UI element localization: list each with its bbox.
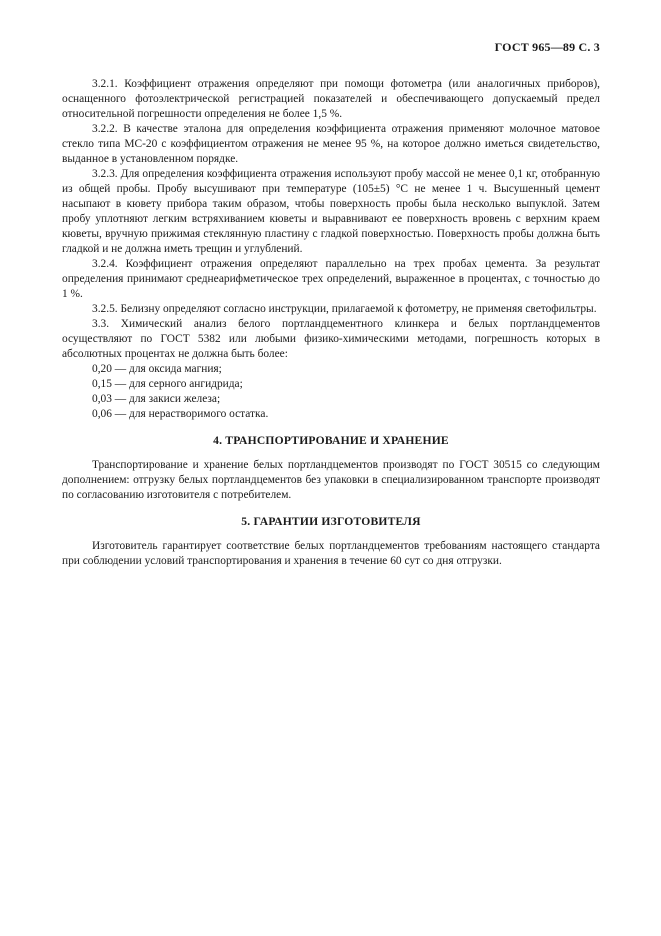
section-5-paragraph: Изготовитель гарантирует соответствие белых портландцементов требованиям настоящего стандарта при соблюдении условий транспортирования и хранения в течение 60 сут со дня отгрузки. bbox=[62, 540, 600, 567]
paragraph-3-2-2: 3.2.2. В качестве эталона для определения коэффициента отражения применяют молочное матовое стекло типа МС-20 с коэффициентом отражения не менее 95 %, на которое должно иметься свидетельство, выданное в установленном порядке. bbox=[62, 123, 600, 165]
tolerance-list bbox=[62, 362, 600, 422]
list-item: 0,06 — для нерастворимого остатка. bbox=[92, 408, 269, 420]
paragraph-3-3: 3.3. Химический анализ белого портландцементного клинкера и белых портландцементов осуществляют по ГОСТ 5382 или любыми физико-химическими методами, погрешность которых в абсолютных процентах не должна быть более: bbox=[62, 318, 600, 360]
paragraph-3-2-4: 3.2.4. Коэффициент отражения определяют параллельно на трех пробах цемента. За результат определения принимают среднеарифметическое трех определений, выраженное в процентах, с точностью до 1 %. bbox=[62, 258, 600, 300]
running-header: ГОСТ 965—89 С. 3 bbox=[494, 40, 600, 54]
list-item: 0,15 — для серного ангидрида; bbox=[92, 378, 243, 390]
document-body bbox=[62, 77, 600, 569]
section-4-heading: 4. ТРАНСПОРТИРОВАНИЕ И ХРАНЕНИЕ bbox=[213, 434, 449, 447]
paragraph-3-2-1: 3.2.1. Коэффициент отражения определяют при помощи фотометра (или аналогичных приборов), оснащенного фотоэлектрической регистрацией показателей и обеспечивающего допускаемый предел относительной погрешности определения не более 1,5 %. bbox=[62, 78, 600, 120]
list-item: 0,03 — для закиси железа; bbox=[92, 393, 221, 405]
section-5-heading: 5. ГАРАНТИИ ИЗГОТОВИТЕЛЯ bbox=[241, 515, 421, 528]
list-item: 0,20 — для оксида магния; bbox=[92, 363, 222, 375]
section-4-paragraph: Транспортирование и хранение белых портландцементов производят по ГОСТ 30515 со следующим дополнением: отгрузку белых портландцементов без упаковки в специализированном транспорте производят по согласованию изготовителя с потребителем. bbox=[62, 459, 600, 501]
paragraph-3-2-5: 3.2.5. Белизну определяют согласно инструкции, прилагаемой к фотометру, не применяя светофильтры. bbox=[92, 303, 597, 315]
paragraph-3-2-3: 3.2.3. Для определения коэффициента отражения используют пробу массой не менее 0,1 кг, отобранную из общей пробы. Пробу высушивают при температуре (105±5) °С не менее 1 ч. Высушенный цемент насыпают в кювету прибора таким образом, чтобы поверхность пробы была несколько выпуклой. Затем пробу уплотняют легким встряхиванием кюветы и выравнивают ее поверхность вровень с верхним краем кюветы, вручную прижимая стеклянную пластину с гладкой поверхностью. Поверхность пробы должна быть гладкой и не должна иметь трещин и углублений. bbox=[62, 168, 600, 255]
